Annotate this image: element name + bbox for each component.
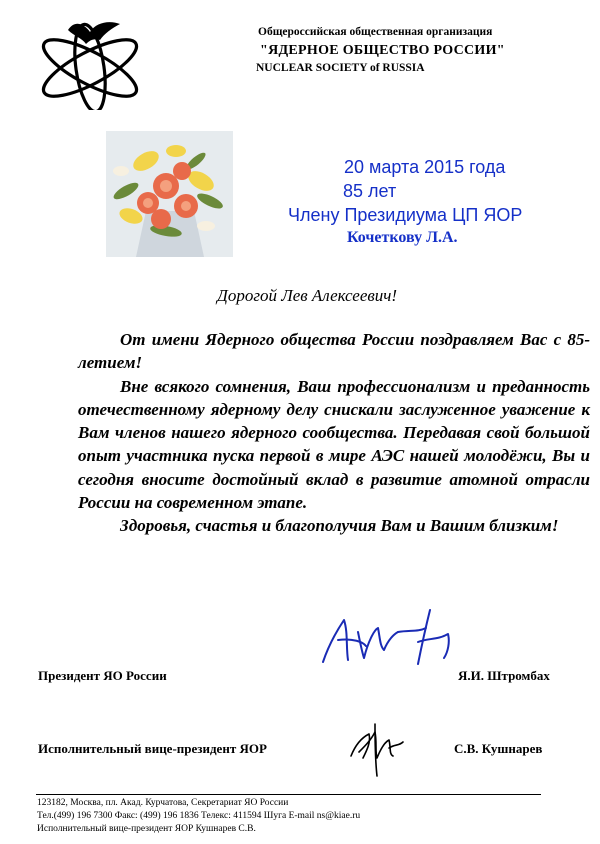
atom-dove-logo-icon	[28, 10, 158, 110]
president-name: Я.И. Штромбах	[458, 668, 550, 683]
letter-paragraph: Вне всякого сомнения, Ваш профессионализм и преданность отечественному ядерному делу снискали заслуженное уважение к Вам членов нашего ядерного сообщества. Передавая свой большой опыт участника пуска первой в мире АЭС нашей молодёжи, Вы и сегодня вносите достойный вклад в развитие атомной отрасли России на современном этапе.	[78, 376, 590, 513]
letter-greeting: Дорогой Лев Алексеевич!	[217, 286, 398, 305]
anniversary-age: 85 лет	[343, 181, 397, 201]
footer-divider	[36, 794, 541, 795]
letter-paragraph: От имени Ядерного общества России поздравляем Вас с 85-летием!	[78, 330, 590, 373]
org-name-ru: "ЯДЕРНОЕ ОБЩЕСТВО РОССИИ"	[260, 43, 505, 58]
flower-bouquet-image	[106, 131, 233, 257]
footer-contact-person: Исполнительный вице-президент ЯОР Кушнарев С.В.	[37, 824, 256, 834]
vp-title: Исполнительный вице-президент ЯОР	[38, 741, 267, 756]
president-title: Президент ЯО России	[38, 668, 167, 683]
vp-signature-icon	[345, 718, 407, 778]
recipient-name: Кочеткову Л.А.	[347, 229, 458, 246]
footer-address: 123182, Москва, пл. Акад. Курчатова, Секретариат ЯО России	[37, 798, 289, 808]
letter-date: 20 марта 2015 года	[344, 157, 506, 177]
footer-contacts: Тел.(499) 196 7300 Факс: (499) 196 1836 Телекс: 411594 Шуга E-mail ns@kiae.ru	[37, 811, 361, 821]
letter-body	[78, 328, 590, 538]
vp-name: С.В. Кушнарев	[454, 741, 543, 756]
letter-paragraph: Здоровья, счастья и благополучия Вам и Вашим близким!	[120, 516, 559, 536]
president-signature-icon	[318, 602, 458, 670]
recipient-title: Члену Президиума ЦП ЯОР	[288, 205, 523, 225]
org-type: Общероссийская общественная организация	[258, 26, 493, 38]
org-name-en: NUCLEAR SOCIETY of RUSSIA	[256, 62, 425, 74]
